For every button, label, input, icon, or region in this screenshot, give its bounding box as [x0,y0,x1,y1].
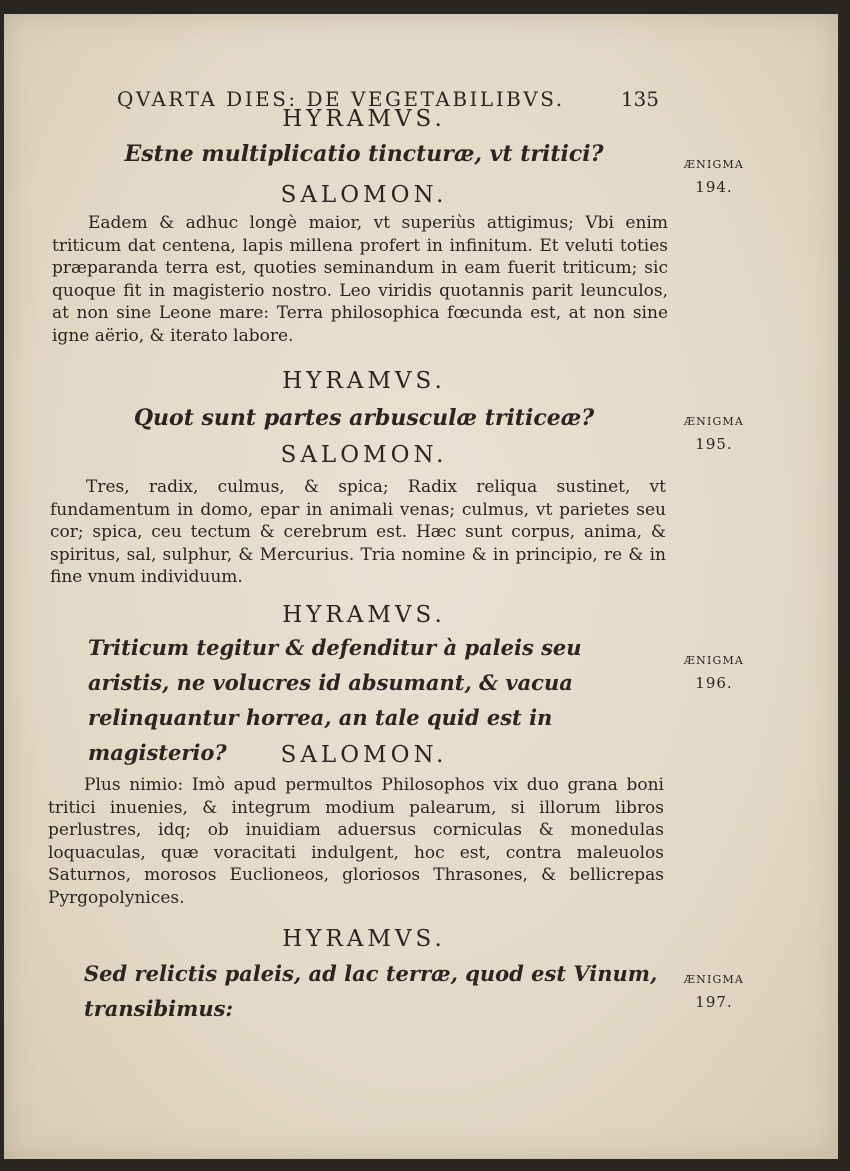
margin-note-label: ÆNIGMA [683,973,745,986]
margin-note-number: 196. [695,674,733,692]
margin-note-label: ÆNIGMA [683,158,745,171]
speaker-salomon: SALOMON. [280,182,448,208]
answer-text [52,212,668,347]
answer-paragraph: Tres, radix, culmus, & spica; Radix reliqua sustinet, vt fundamentum in domo, epar in animali venas; culmus, vt parietes seu cor; spica, ceu tectum & cerebrum est. Hæc sunt corpus, anima, & spiritus, sal, sulphur, & Mercurius. Tria nomine & in principio, re & in fine vnum individuum. [50,477,666,587]
question-text: Triticum tegitur & defenditur à paleis seu aristis, ne volucres id absumant, & vacua relinquantur horrea, an tale quid est in magisterio? [88,635,582,765]
answer-paragraph: Eadem & adhuc longè maior, vt superiùs attigimus; Vbi enim triticum dat centena, lapis millena profert in infinitum. Et veluti toties præparanda terra est, quoties seminandum in eam fuerit triticum; sic quoque fit in magisterio nostro. Leo viridis quotannis parit leunculos, at non sine Leone mare: Terra philosophica fœcunda est, at non sine igne aërio, & iterato labore. [52,213,668,346]
margin-note-label: ÆNIGMA [683,654,745,667]
question-text: Quot sunt partes arbusculæ triticeæ? [133,405,595,431]
answer-text [50,476,666,589]
margin-note-number: 194. [695,178,733,196]
margin-note-number: 197. [695,993,733,1011]
margin-note [670,969,758,1013]
speaker-hyramus: HYRAMVS. [282,368,446,394]
speaker-hyramus: HYRAMVS. [282,106,446,132]
speaker-hyramus: HYRAMVS. [282,926,446,952]
page-number: 135 [620,87,659,111]
speaker-salomon: SALOMON. [280,742,448,768]
margin-note [670,154,758,198]
question-text: Estne multiplicatio tincturæ, vt tritici? [124,141,604,167]
book-page [4,14,838,1160]
margin-note [670,650,758,694]
question-text: Sed relictis paleis, ad lac terræ, quod est Vinum, transibimus: [84,961,658,1021]
scan-border [0,1159,850,1171]
speaker-salomon: SALOMON. [280,442,448,468]
margin-note [670,411,758,455]
answer-paragraph: Plus nimio: Imò apud permultos Philosophos vix duo grana boni tritici inuenies, & integrum modium palearum, si illorum libros perlustres, idq; ob inuidiam aduersus corniculas & monedulas loquaculas, quæ voracitati indulgent, hoc est, contra maleuolos Saturnos, morosos Euclioneos, gloriosos Thrasones, & bellicrepas Pyrgopolynices. [48,775,664,908]
speaker-hyramus: HYRAMVS. [282,602,446,628]
margin-note-number: 195. [695,435,733,453]
answer-text [48,774,664,909]
margin-note-label: ÆNIGMA [683,415,745,428]
running-head-title: QVARTA DIES: DE VEGETABILIBVS. [117,87,565,111]
